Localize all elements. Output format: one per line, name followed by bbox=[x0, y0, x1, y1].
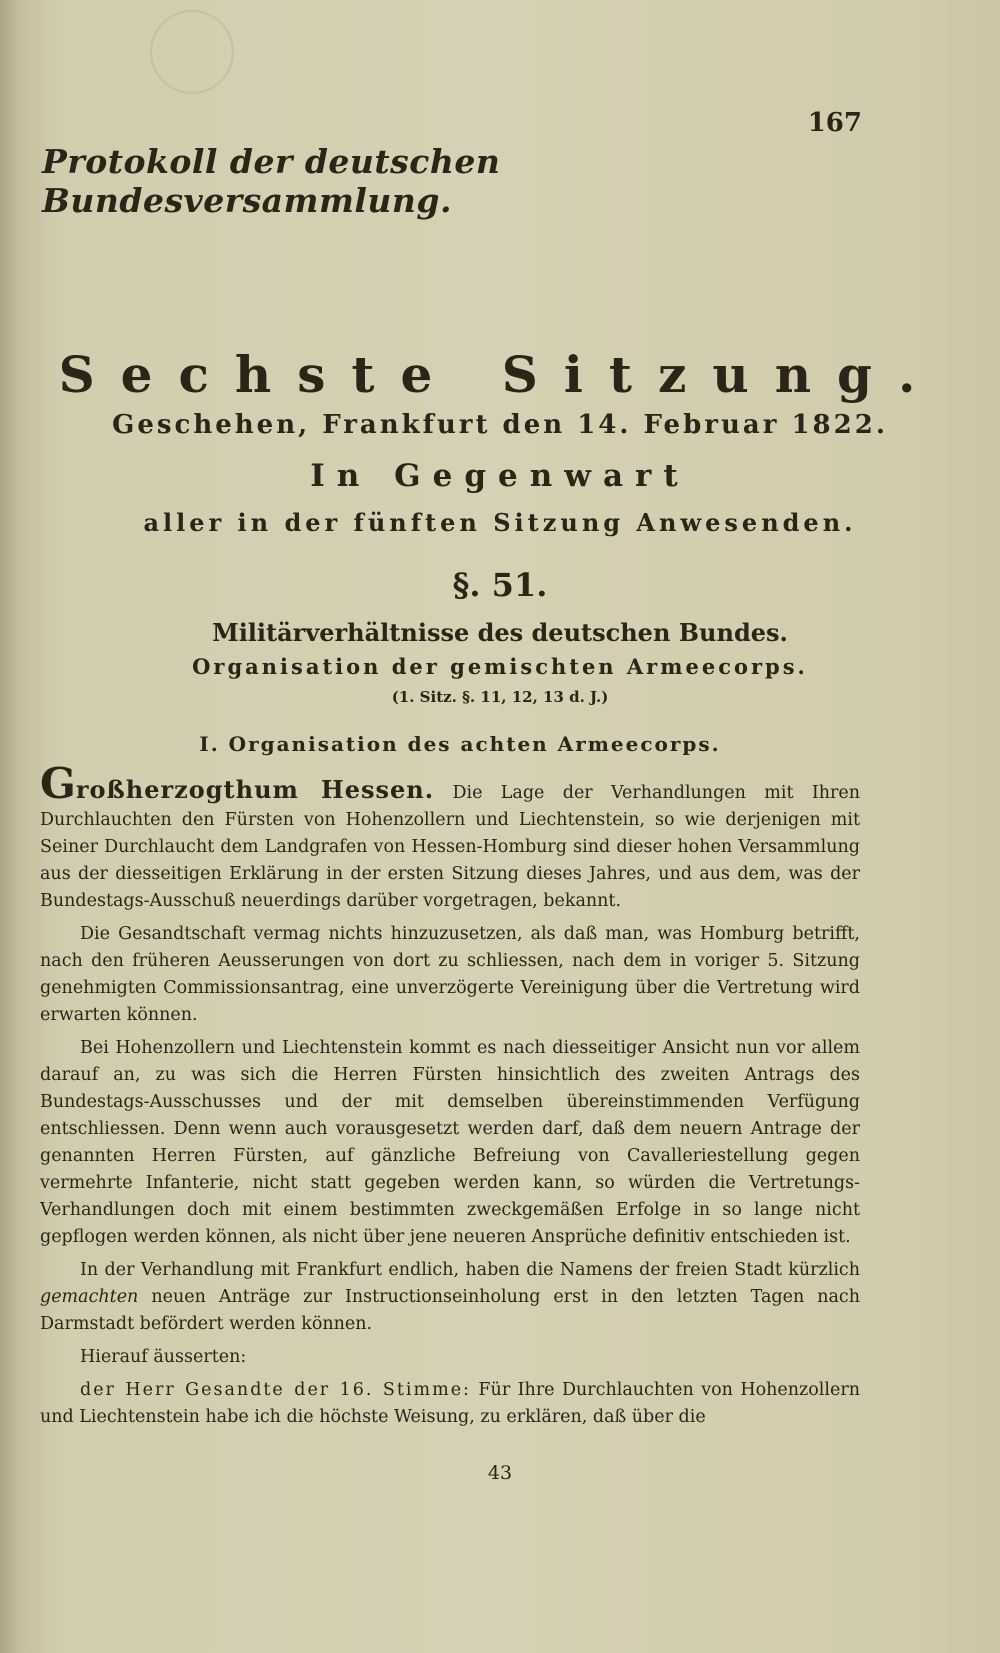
paragraph-5: Hierauf äusserten: bbox=[80, 1347, 247, 1367]
session-date: Geschehen, Frankfurt den 14. Februar 1822. bbox=[112, 410, 888, 440]
subsection-heading: I. Organisation des achten Armeecorps. bbox=[199, 732, 721, 756]
speaker-lead: der Herr Gesandte der 16. Stimme: bbox=[80, 1380, 471, 1400]
paragraph-4 bbox=[40, 1257, 860, 1338]
paragraph-6 bbox=[40, 1377, 860, 1431]
section-reference: (1. Sitz. §. 11, 12, 13 d. J.) bbox=[391, 688, 609, 706]
paragraph-text: Für Ihre Durchlauchten von Hohenzollern und Liechtenstein habe ich die höchste Weisung, zu erklären, daß über die bbox=[40, 1380, 860, 1427]
signature-mark: 43 bbox=[487, 1462, 513, 1484]
paragraph-lead: roßherzogthum Hessen. bbox=[75, 775, 435, 804]
running-head: Protokoll der deutschen Bundesversammlung. bbox=[42, 142, 501, 220]
paragraph-2: Die Gesandtschaft vermag nichts hinzuzusetzen, als daß man, was Homburg betrifft, nach den früheren Aeusserungen von dort zu schliessen, nach dem in voriger 5. Sitzung genehmigten Commissionsantrag, eine unverzögerte Vereinigung über die Vertretung wird erwarten können. bbox=[40, 924, 860, 1025]
page-number: 167 bbox=[807, 108, 862, 138]
paragraph-text: neuen Anträge zur Instructionseinholung erst in den letzten Tagen nach Darmstadt befördert werden können. bbox=[40, 1287, 860, 1334]
library-stamp bbox=[150, 10, 234, 94]
presence-title: In Gegenwart bbox=[310, 458, 690, 494]
section-number: §. 51. bbox=[452, 566, 548, 604]
paragraph-1 bbox=[40, 759, 860, 915]
paragraph-3: Bei Hohenzollern und Liechtenstein kommt es nach diesseitiger Ansicht nun vor allem darauf an, zu was sich die Herren Fürsten hinsichtlich des zweiten Antrags des Bundestags-Ausschusses und der mit demselben übereinstimmenden Verfügung entschliessen. Denn wenn auch vorausgesetzt werden darf, daß dem neuern Antrage der genannten Herren Fürsten, auf gänzliche Befreiung von Cavalleriestellung gegen vermehrte Infanterie, nicht statt gegeben werden kann, so würden die Vertretungs-Verhandlungen doch mit einem bestimmten zweckgemäßen Erfolge in so lange nicht gepflogen werden können, als nicht über jene neueren Ansprüche definitiv entschieden ist. bbox=[40, 1038, 860, 1247]
paragraph-text: Die Lage der Verhandlungen mit Ihren Durchlauchten den Fürsten von Hohenzollern und Liechtenstein, so wie derjenigen mit Seiner Durchlaucht dem Landgrafen von Hessen-Homburg sind dieser hohen Versammlung aus der diesseitigen Erklärung in der ersten Sitzung dieses Jahres, und aus dem, was der Bundestags-Ausschuß neuerdings darüber vorgetragen, bekannt. bbox=[40, 783, 860, 911]
section-subtitle: Organisation der gemischten Armeecorps. bbox=[192, 654, 808, 679]
drop-cap: G bbox=[40, 759, 76, 808]
section-title: Militärverhältnisse des deutschen Bundes. bbox=[212, 618, 788, 647]
session-title: Sechste Sitzung. bbox=[58, 345, 942, 404]
body-text bbox=[40, 759, 860, 1437]
italic-word: gemachten bbox=[40, 1287, 139, 1307]
paragraph-text: In der Verhandlung mit Frankfurt endlich, haben die Namens der freien Stadt kürzlich bbox=[80, 1260, 860, 1280]
presence-subtitle: aller in der fünften Sitzung Anwesenden. bbox=[143, 508, 857, 537]
